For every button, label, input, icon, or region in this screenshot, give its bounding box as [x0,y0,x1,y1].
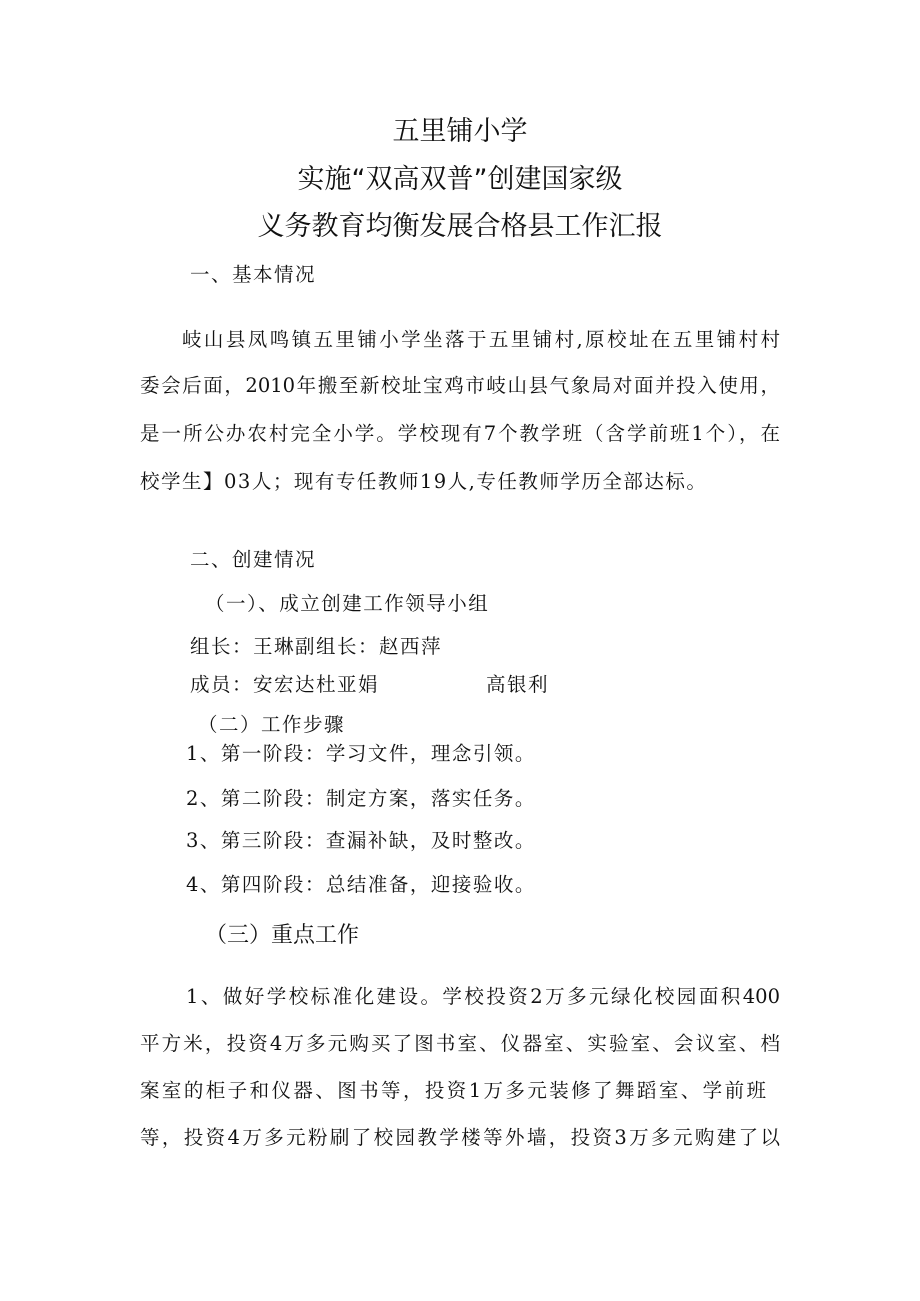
members-line: 成员：安宏达杜亚娟 [190,673,380,696]
document-title-line-2: 实施“双高双普”创建国家级 [297,164,623,195]
leaders-line: 组长：王琳副组长：赵西萍 [190,635,443,658]
section-1-heading: 一、基本情况 [190,263,317,286]
step-item: 4、第四阶段：总结准备，迎接验收。 [186,873,536,896]
key-work-line: 平方米，投资4万多元购买了图书室、仪器室、实验室、会议室、档 [140,1032,780,1055]
step-item: 1、第一阶段：学习文件，理念引领。 [186,742,536,765]
document-title-line-3: 义务教育均衡发展合格县工作汇报 [257,211,663,242]
step-item: 3、第三阶段：查漏补缺，及时整改。 [186,829,536,852]
section-1-paragraph-line: 是一所公办农村完全小学。学校现有7个教学班（含学前班1个），在 [140,422,780,445]
key-work-line: 等，投资4万多元粉刷了校园教学楼等外墙，投资3万多元购建了以 [140,1126,780,1149]
document-title-line-1: 五里铺小学 [392,116,528,147]
members-extra: 高银利 [486,673,550,696]
subsection-1-heading: （一）、成立创建工作领导小组 [205,592,490,615]
key-work-line: 案室的柜子和仪器、图书等，投资1万多元装修了舞蹈室、学前班 [140,1079,766,1102]
key-work-line: 1、做好学校标准化建设。学校投资2万多元绿化校园面积400 [186,985,780,1008]
section-1-paragraph-line: 岐山县凤鸣镇五里铺小学坐落于五里铺村,原校址在五里铺村村 [182,328,780,351]
subsection-3-heading: （三）重点工作 [205,923,360,948]
section-1-paragraph-line: 委会后面，2010年搬至新校址宝鸡市岐山县气象局对面并投入使用， [140,374,780,397]
step-item: 2、第二阶段：制定方案，落实任务。 [186,787,536,810]
subsection-2-heading: （二）工作步骤 [198,713,346,736]
section-2-heading: 二、创建情况 [190,548,317,571]
section-1-paragraph-line: 校学生】03人；现有专任教师19人,专任教师学历全部达标。 [140,470,708,493]
